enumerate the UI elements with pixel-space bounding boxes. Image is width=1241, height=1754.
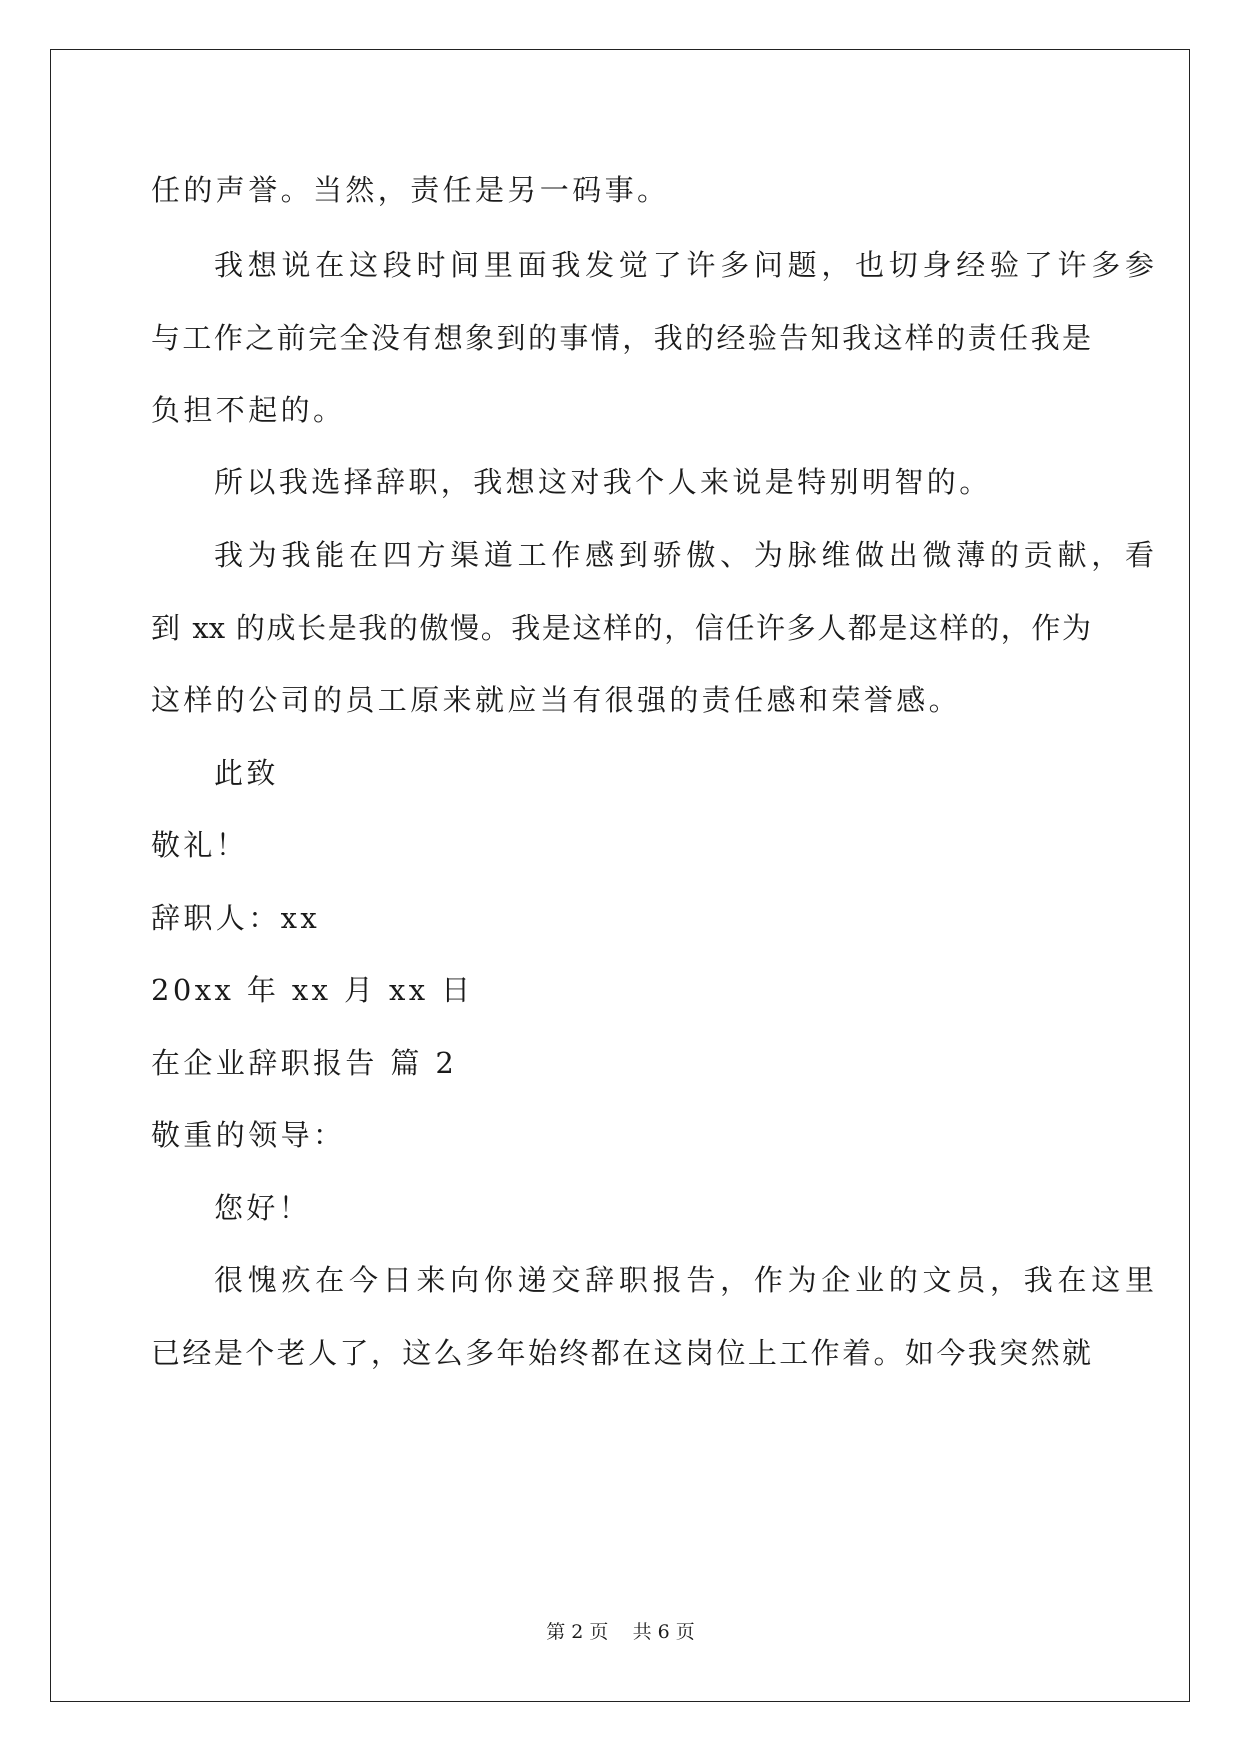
paragraph-line: 我为我能在四方渠道工作感到骄傲、为脉维做出微薄的贡献，看	[214, 538, 1154, 572]
date-line: 20xx 年 xx 月 xx 日	[151, 973, 474, 1007]
greeting: 您好！	[214, 1191, 312, 1225]
closing-regards: 敬礼！	[151, 828, 249, 862]
paragraph-line: 与工作之前完全没有想象到的事情，我的经验告知我这样的责任我是	[151, 321, 1091, 355]
greeting-addressee: 敬重的领导：	[151, 1118, 346, 1152]
page-border	[50, 49, 1190, 1702]
paragraph-line: 我想说在这段时间里面我发觉了许多问题，也切身经验了许多参	[214, 248, 1154, 282]
section-heading: 在企业辞职报告 篇 2	[151, 1046, 458, 1080]
resigner-line: 辞职人：xx	[151, 901, 321, 935]
closing-salutation: 此致	[214, 756, 279, 790]
page-number-footer: 第 2 页 共 6 页	[546, 1621, 695, 1643]
paragraph-line: 已经是个老人了，这么多年始终都在这岗位上工作着。如今我突然就	[151, 1336, 1091, 1370]
paragraph-line: 到 xx 的成长是我的傲慢。我是这样的，信任许多人都是这样的，作为	[151, 611, 1091, 645]
paragraph-line: 很愧疚在今日来向你递交辞职报告，作为企业的文员，我在这里	[214, 1263, 1154, 1297]
paragraph-line: 任的声誉。当然，责任是另一码事。	[151, 173, 670, 207]
paragraph-line: 所以我选择辞职，我想这对我个人来说是特别明智的。	[214, 465, 992, 499]
paragraph-line: 这样的公司的员工原来就应当有很强的责任感和荣誉感。	[151, 683, 962, 717]
paragraph-line: 负担不起的。	[151, 393, 346, 427]
